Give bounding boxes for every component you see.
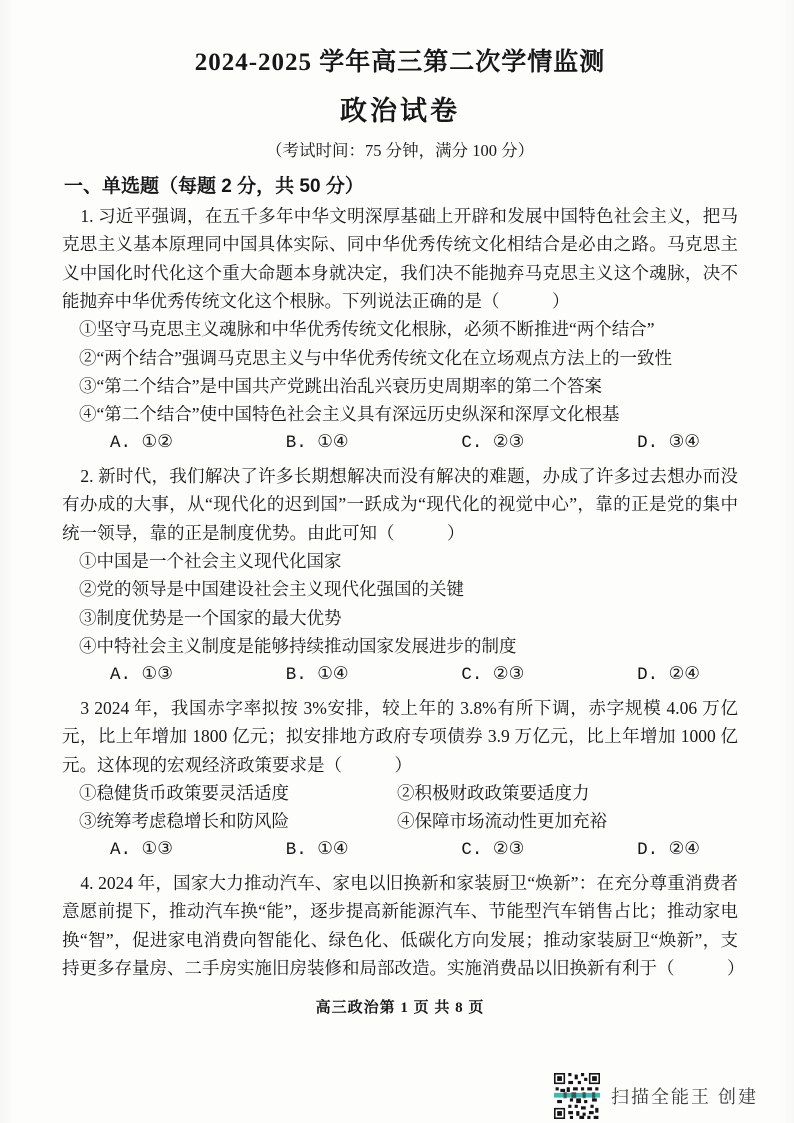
question-3-choice-c: C. ②③ [461, 839, 525, 860]
question-2-option-4: ④中特社会主义制度是能够持续推动国家发展进步的制度 [79, 636, 517, 657]
document-title: 2024-2025 学年高三第二次学情监测 [194, 49, 606, 76]
question-2-choice-b: B. ①④ [285, 664, 349, 685]
question-3-choices [62, 836, 738, 864]
question-1-choice-c: C. ②③ [461, 432, 525, 453]
exam-info: （考试时间：75 分钟，满分 100 分） [265, 141, 535, 160]
question-3 [62, 694, 738, 864]
question-2-option-2: ②党的领导是中国建设社会主义现代化强国的关键 [79, 579, 464, 600]
question-1-option-1: ①坚守马克思主义魂脉和中华优秀传统文化根脉，必须不断推进“两个结合” [79, 319, 655, 340]
question-1-choice-d: D. ③④ [637, 432, 700, 453]
qr-code-icon [554, 1073, 600, 1119]
question-3-option-2: ②积极财政政策要适度力 [397, 782, 590, 803]
question-1-option-4: ④“第二个结合”使中国特色社会主义具有深远历史纵深和深厚文化根基 [79, 404, 620, 425]
question-3-choice-a: A. ①③ [110, 839, 173, 860]
question-1-choice-a: A. ①② [110, 432, 173, 453]
question-1-choices [62, 429, 738, 457]
question-1-option-3: ③“第二个结合”是中国共产党跳出治乱兴衰历史周期率的第二个答案 [79, 376, 603, 397]
question-2-choices [62, 661, 738, 689]
camscanner-watermark [554, 1073, 758, 1119]
question-3-option-4: ④保障市场流动性更加充裕 [397, 811, 607, 832]
watermark-label: 扫描全能王 创建 [610, 1087, 758, 1107]
question-1-option-2: ②“两个结合”强调马克思主义与中华优秀传统文化在立场观点方法上的一致性 [79, 347, 673, 368]
question-3-options [62, 779, 738, 836]
page-footer: 高三政治第 1 页 共 8 页 [315, 1000, 485, 1017]
question-2-stem: 2. 新时代，我们解决了许多长期想解决而没有解决的难题，办成了许多过去想办而没有办成的大事，从“现代化的迟到国”一跃成为“现代化的视觉中心”，靠的正是党的集中统一领导，靠的正是制度优势。由此可知（ ） [62, 466, 738, 543]
question-2-option-3: ③制度优势是一个国家的最大优势 [79, 607, 342, 628]
question-3-option-1: ①稳健货币政策要灵活适度 [79, 782, 289, 803]
question-3-stem: 3 2024 年，我国赤字率拟按 3%安排，较上年的 3.8%有所下调，赤字规模 4.06 万亿元，比上年增加 1800 亿元；拟安排地方政府专项债券 3.9 万亿元，比上年增加 1000 亿元。这体现的宏观经济政策要求是（ ） [62, 697, 738, 775]
question-3-choice-d: D. ②④ [637, 839, 700, 860]
question-3-option-3: ③统筹考虑稳增长和防风险 [79, 811, 289, 832]
question-2 [62, 462, 738, 689]
section-heading: 一、单选题（每题 2 分，共 50 分） [64, 176, 364, 197]
question-1-stem: 1. 习近平强调，在五千多年中华文明深厚基础上开辟和发展中国特色社会主义，把马克思主义基本原理同中国具体实际、同中华优秀传统文化相结合是必由之路。马克思主义中国化时代化这个重大命题本身就决定，我们决不能抛弃马克思主义这个魂脉，决不能抛弃中华优秀传统文化这个根脉。下列说法正确的是（ ） [62, 206, 738, 312]
question-1 [62, 202, 738, 457]
question-4-stem: 4. 2024 年，国家大力推动汽车、家电以旧换新和家装厨卫“焕新”：在充分尊重消费者意愿前提下，推动汽车换“能”，逐步提高新能源汽车、节能型汽车销售占比；推动家电换“智”，促进家电消费向智能化、绿色化、低碳化方向发展；推动家装厨卫“焕新”，支持更多存量房、二手房实施旧房装修和局部改造。实施消费品以旧换新有利于（ ） [62, 872, 745, 978]
question-2-choice-a: A. ①③ [110, 664, 173, 685]
question-2-choice-c: C. ②③ [461, 664, 525, 685]
document-subtitle: 政治试卷 [340, 96, 460, 126]
question-1-choice-b: B. ①④ [285, 432, 349, 453]
question-4 [62, 869, 745, 982]
question-3-choice-b: B. ①④ [285, 839, 349, 860]
question-2-option-1: ①中国是一个社会主义现代化国家 [79, 551, 342, 572]
question-2-choice-d: D. ②④ [637, 664, 700, 685]
